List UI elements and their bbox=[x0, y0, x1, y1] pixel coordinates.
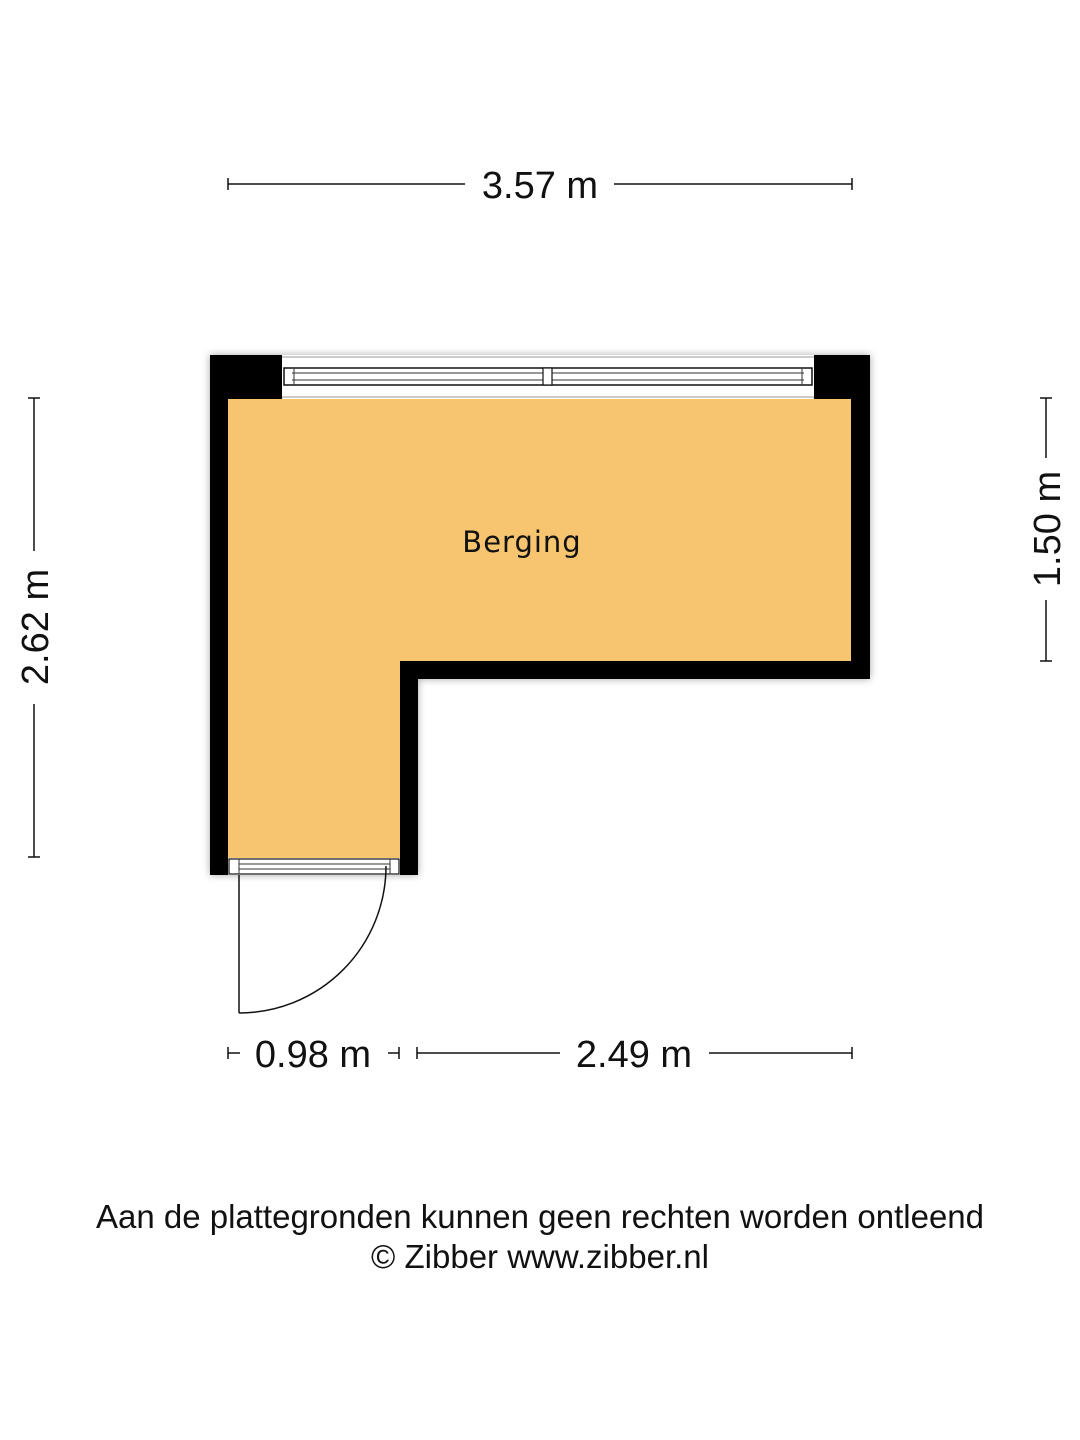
disclaimer-text: Aan de plattegronden kunnen geen rechten worden ontleend bbox=[95, 1198, 985, 1235]
entrance-door bbox=[228, 858, 400, 1013]
room-floor-berging bbox=[228, 399, 851, 858]
dimension-bottom-right-label: 2.49 m bbox=[575, 1034, 693, 1076]
dimension-left bbox=[15, 398, 57, 857]
door-swing-arc bbox=[239, 866, 386, 1013]
dimension-top bbox=[228, 165, 852, 207]
dimension-bottom-left-label: 0.98 m bbox=[254, 1034, 372, 1076]
top-window bbox=[282, 355, 814, 399]
dimension-right-label: 1.50 m bbox=[1027, 470, 1069, 588]
dimension-right bbox=[1027, 398, 1069, 661]
dimension-top-label: 3.57 m bbox=[481, 165, 599, 207]
dimension-bottom-right bbox=[417, 1034, 852, 1076]
dimension-left-label: 2.62 m bbox=[15, 568, 57, 686]
copyright-text: © Zibber www.zibber.nl bbox=[371, 1238, 709, 1275]
room-label: Berging bbox=[462, 525, 582, 559]
dimension-bottom-left bbox=[228, 1034, 399, 1076]
